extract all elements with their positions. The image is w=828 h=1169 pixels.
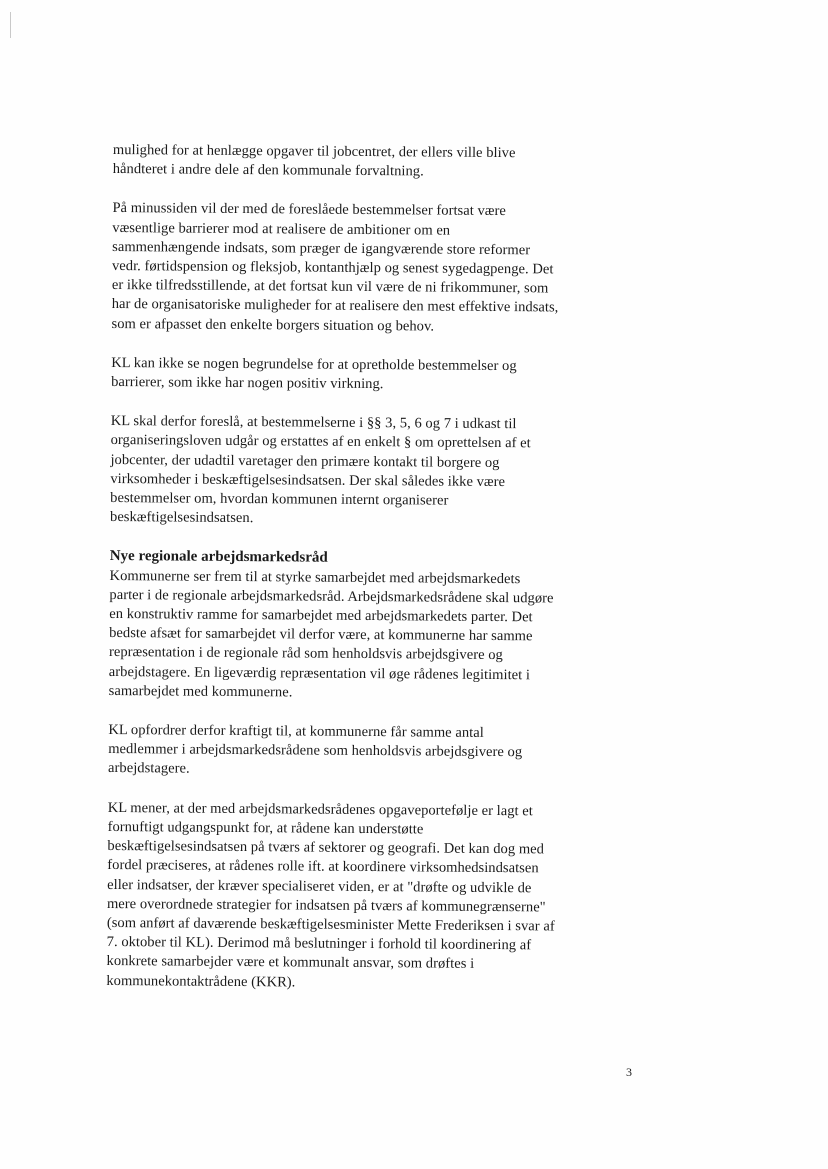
text-line: organiseringsloven udgår og erstattes af en enkelt § om oprettelsen af et — [110, 432, 531, 452]
text-line: beskæftigelsesindsatsen. — [109, 509, 254, 527]
text-line: eller indsatser, der kræver specialiseret viden, er at "drøfte og udvikle de — [107, 876, 532, 896]
text-line: bedste afsæt for samarbejdet vil derfor være, at kommunerne har samme — [109, 625, 533, 645]
text-line: arbejdstagere. En ligeværdig repræsentation vil øge rådenes legitimitet i — [108, 663, 531, 683]
text-line: mulighed for at henlægge opgaver til jobcentret, der ellers ville blive — [112, 141, 516, 162]
text-line: en konstruktiv ramme for samarbejdet med arbejdsmarkedets parter. Det — [109, 606, 533, 626]
text-line: sammenhængende indsats, som præger de igangværende store reformer — [112, 238, 531, 259]
text-line: som er afpasset den enkelte borgers situation og behov. — [111, 315, 435, 335]
text-line: KL opfordrer derfor kraftigt til, at kommunerne får samme antal — [108, 722, 484, 742]
text-line: fordel præciseres, at rådenes rolle ift. at koordinere virksomhedsindsatsen — [107, 857, 539, 877]
text-line: er ikke tilfredsstillende, at det fortsat kun vil være de ni frikommuner, som — [111, 277, 549, 297]
text-line: jobcenter, der udadtil varetager den primære kontakt til borgere og — [110, 451, 500, 471]
text-line: konkrete samarbejder være et kommunalt ansvar, som drøftes i — [106, 953, 475, 973]
document-body — [106, 141, 593, 994]
text-line: KL skal derfor foreslå, at bestemmelserne i §§ 3, 5, 6 og 7 i udkast til — [110, 413, 517, 433]
scan-edge-mark — [10, 12, 11, 38]
text-line: medlemmer i arbejdsmarkedsrådene som henholdsvis arbejdsgivere og — [108, 741, 523, 761]
text-line: virksomheder i beskæftigelsesindsatsen. Der skal således ikke være — [110, 470, 506, 490]
text-line: kommunekontaktrådene (KKR). — [106, 972, 296, 990]
text-line: beskæftigelsesindsatsen på tværs af sektorer og geografi. Det kan dog med — [107, 838, 545, 858]
text-line: samarbejdet med kommunerne. — [108, 682, 293, 701]
page-number: 3 — [626, 1065, 632, 1079]
section-heading: Nye regionale arbejdsmarkedsråd — [109, 548, 328, 567]
text-line: håndteret i andre dele af den kommunale forvaltning. — [112, 161, 424, 180]
text-line: vedr. førtidspension og fleksjob, kontanthjælp og senest sygedagpenge. Det — [111, 258, 554, 278]
text-line: fornuftigt udgangspunkt for, at rådene kan understøtte — [107, 818, 424, 838]
text-line: væsentlige barrierer mod at realisere de ambitioner om en — [112, 219, 451, 239]
text-line: barrierer, som ikke har nogen positiv virkning. — [111, 374, 384, 393]
text-line: På minussiden vil der med de foreslåede bestemmelser fortsat være — [112, 200, 506, 220]
text-line: (som anført af daværende beskæftigelsesminister Mette Frederiksen i svar af — [106, 914, 555, 935]
paragraph-opgaveportefolje — [106, 799, 587, 995]
paragraph-minussiden — [111, 199, 592, 337]
paragraph-opfordring — [108, 721, 588, 782]
text-line: parter i de regionale arbejdsmarkedsråd. Arbejdsmarkedsrådene skal udgøre — [109, 586, 554, 607]
text-line: Kommunerne ser frem til at styrke samarbejdet med arbejdsmarkedets — [109, 567, 521, 587]
paragraph-begrundelse — [111, 354, 591, 396]
text-line: arbejdstagere. — [108, 760, 190, 778]
text-line: bestemmelser om, hvordan kommunen internt organiserer — [110, 490, 449, 509]
text-line: repræsentation i de regionale råd som henholdsvis arbejdsgivere og — [108, 644, 503, 664]
paragraph-forslag — [110, 412, 591, 531]
text-line: mere overordnede strategier for indsatsen på tværs af kommunegrænserne" — [106, 895, 546, 916]
text-line: KL kan ikke se nogen begrundelse for at opretholde bestemmelser og — [111, 354, 517, 375]
paragraph-forvaltning — [113, 141, 593, 183]
text-line: har de organisatoriske muligheder for at realisere den mest effektive indsats, — [111, 296, 559, 316]
text-line: 7. oktober til KL). Derimod må beslutninger i forhold til koordinering af — [106, 934, 532, 954]
paragraph-arbejdsmarkedsraad — [109, 567, 590, 705]
text-line: KL mener, at der med arbejdsmarkedsrådenes opgaveportefølje er lagt et — [107, 799, 533, 820]
